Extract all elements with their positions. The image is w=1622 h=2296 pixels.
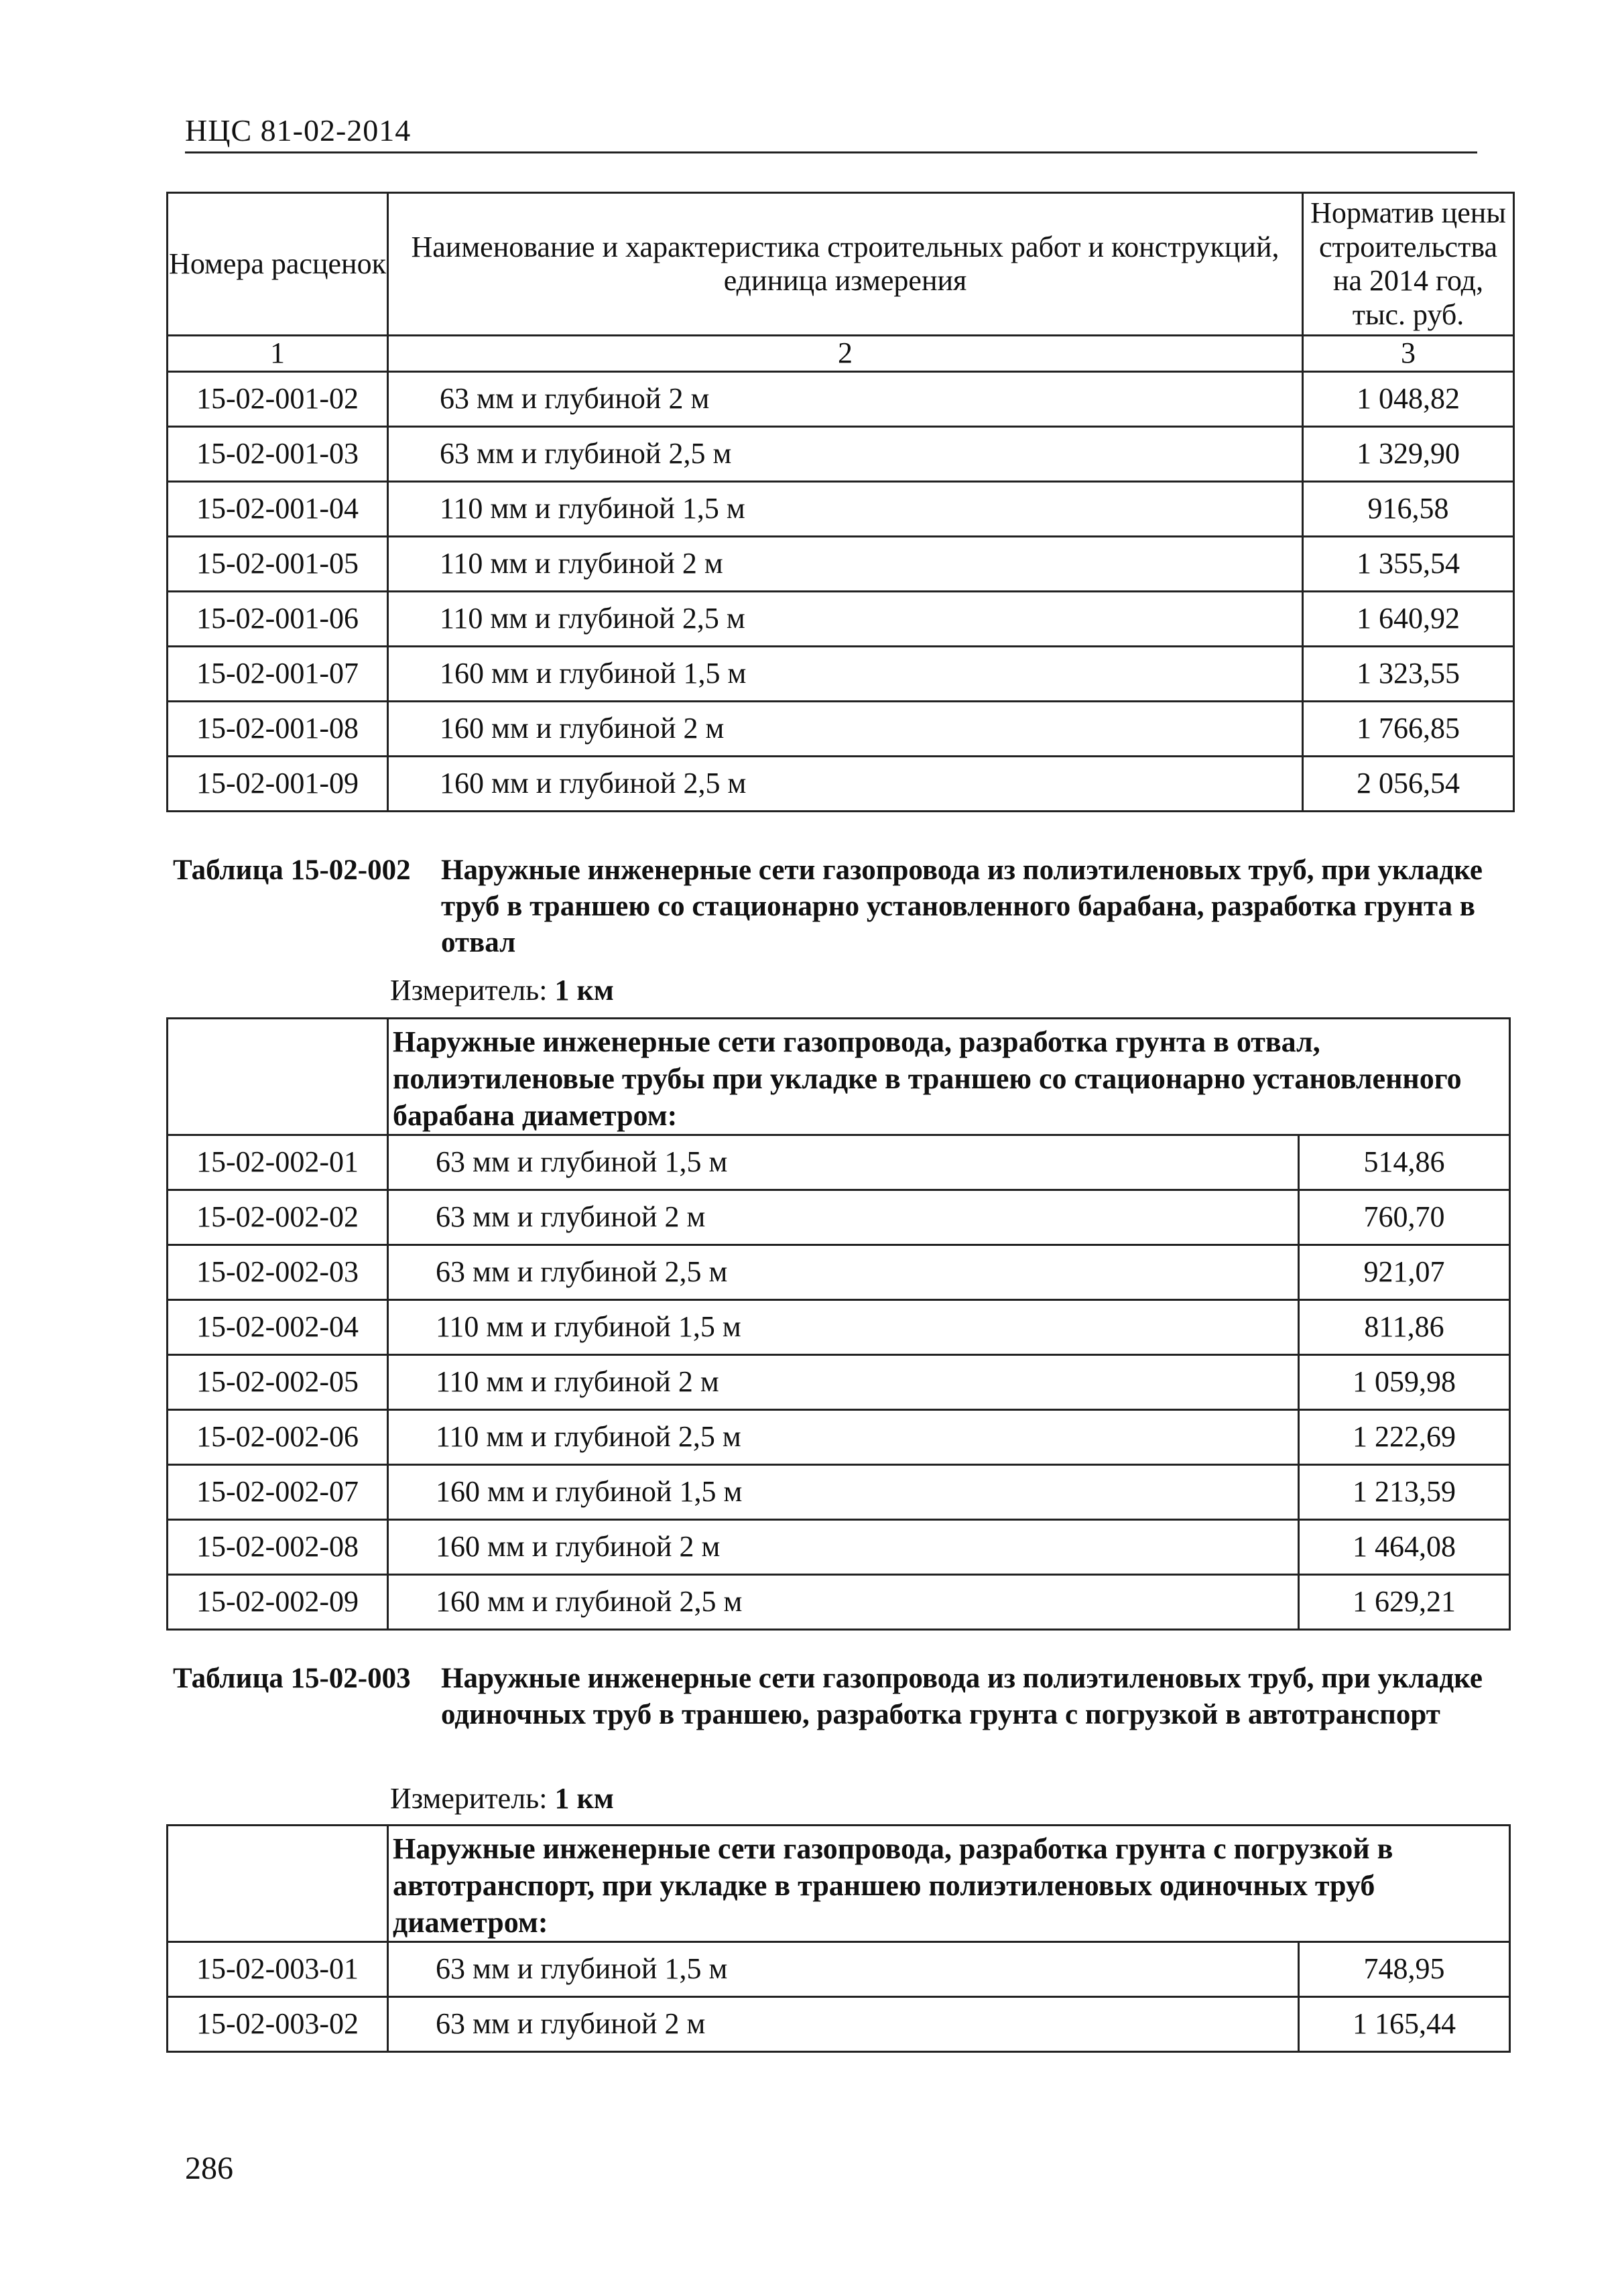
rate-code: 15-02-002-08 xyxy=(168,1520,388,1575)
unit-line-15-02-003 xyxy=(390,1781,614,1815)
rate-description: 63 мм и глубиной 2,5 м xyxy=(388,426,1303,481)
rate-description: 160 мм и глубиной 2,5 м xyxy=(388,756,1303,811)
col-index-1: 1 xyxy=(168,336,388,372)
table-row xyxy=(168,1942,1510,1997)
col-index-3: 3 xyxy=(1303,336,1514,372)
table-row xyxy=(168,1245,1510,1300)
table-span-header-row xyxy=(168,1826,1510,1942)
rate-price: 1 629,21 xyxy=(1299,1575,1510,1630)
col-header-price: Норматив цены строительства на 2014 год, тыс. руб. xyxy=(1303,193,1514,336)
rate-description: 110 мм и глубиной 1,5 м xyxy=(388,481,1303,536)
table-15-02-002 xyxy=(166,1017,1511,1631)
unit-value: 1 км xyxy=(554,974,614,1007)
rate-description: 63 мм и глубиной 2 м xyxy=(388,1997,1299,2052)
table-row xyxy=(168,1575,1510,1630)
table-row xyxy=(168,426,1514,481)
rate-description: 160 мм и глубиной 2 м xyxy=(388,701,1303,756)
table-row xyxy=(168,701,1514,756)
rate-description: 110 мм и глубиной 2,5 м xyxy=(388,1410,1299,1465)
rate-code: 15-02-001-02 xyxy=(168,371,388,426)
header-rule xyxy=(185,151,1477,153)
table-row xyxy=(168,756,1514,811)
table-span-header: Наружные инженерные сети газопровода, разработка грунта в отвал, полиэтиленовые трубы при укладке в траншею со стационарно установленного барабана диаметром: xyxy=(388,1019,1510,1135)
table-span-header: Наружные инженерные сети газопровода, разработка грунта с погрузкой в автотранспорт, при укладке в траншею полиэтиленовых одиночных труб диаметром: xyxy=(388,1826,1510,1942)
rate-code: 15-02-002-04 xyxy=(168,1300,388,1355)
rate-price: 514,86 xyxy=(1299,1135,1510,1190)
rate-description: 63 мм и глубиной 2,5 м xyxy=(388,1245,1299,1300)
rate-code: 15-02-002-01 xyxy=(168,1135,388,1190)
rate-price: 921,07 xyxy=(1299,1245,1510,1300)
rate-price: 1 329,90 xyxy=(1303,426,1514,481)
rate-code: 15-02-001-04 xyxy=(168,481,388,536)
rate-code: 15-02-003-01 xyxy=(168,1942,388,1997)
rate-description: 63 мм и глубиной 1,5 м xyxy=(388,1135,1299,1190)
rate-price: 1 766,85 xyxy=(1303,701,1514,756)
col-index-row xyxy=(168,336,1514,372)
table-header-row xyxy=(168,193,1514,336)
table-row xyxy=(168,536,1514,591)
rate-description: 160 мм и глубиной 2 м xyxy=(388,1520,1299,1575)
rate-code: 15-02-001-03 xyxy=(168,426,388,481)
rate-code: 15-02-001-05 xyxy=(168,536,388,591)
rate-description: 160 мм и глубиной 1,5 м xyxy=(388,1465,1299,1520)
table-caption-label: Таблица 15-02-002 xyxy=(173,854,411,886)
unit-line-15-02-002 xyxy=(390,973,614,1007)
rate-description: 160 мм и глубиной 2,5 м xyxy=(388,1575,1299,1630)
rate-code: 15-02-002-07 xyxy=(168,1465,388,1520)
rate-price: 811,86 xyxy=(1299,1300,1510,1355)
table-row xyxy=(168,646,1514,701)
table-row xyxy=(168,1190,1510,1245)
table-row xyxy=(168,1410,1510,1465)
empty-cell xyxy=(168,1826,388,1942)
rate-code: 15-02-002-02 xyxy=(168,1190,388,1245)
table-15-02-001 xyxy=(166,192,1515,812)
rate-description: 63 мм и глубиной 1,5 м xyxy=(388,1942,1299,1997)
rate-code: 15-02-002-05 xyxy=(168,1355,388,1410)
rate-code: 15-02-002-09 xyxy=(168,1575,388,1630)
rate-price: 1 640,92 xyxy=(1303,591,1514,646)
rate-description: 110 мм и глубиной 2 м xyxy=(388,1355,1299,1410)
col-index-2: 2 xyxy=(388,336,1303,372)
rate-price: 760,70 xyxy=(1299,1190,1510,1245)
rate-description: 63 мм и глубиной 2 м xyxy=(388,371,1303,426)
rate-price: 748,95 xyxy=(1299,1942,1510,1997)
rate-price: 1 464,08 xyxy=(1299,1520,1510,1575)
rate-price: 1 059,98 xyxy=(1299,1355,1510,1410)
rate-description: 63 мм и глубиной 2 м xyxy=(388,1190,1299,1245)
table-caption-15-02-002 xyxy=(173,852,1487,960)
rate-code: 15-02-002-03 xyxy=(168,1245,388,1300)
rate-code: 15-02-001-06 xyxy=(168,591,388,646)
page-number: 286 xyxy=(185,2151,233,2186)
rate-description: 110 мм и глубиной 1,5 м xyxy=(388,1300,1299,1355)
table-row xyxy=(168,1135,1510,1190)
table-row xyxy=(168,1465,1510,1520)
table-caption-label: Таблица 15-02-003 xyxy=(173,1663,411,1694)
rate-code: 15-02-001-07 xyxy=(168,646,388,701)
table-row xyxy=(168,371,1514,426)
rate-price: 916,58 xyxy=(1303,481,1514,536)
table-row xyxy=(168,1355,1510,1410)
table-row xyxy=(168,1520,1510,1575)
rate-code: 15-02-001-09 xyxy=(168,756,388,811)
rate-price: 1 222,69 xyxy=(1299,1410,1510,1465)
rate-price: 1 048,82 xyxy=(1303,371,1514,426)
col-header-number: Номера расценок xyxy=(168,193,388,336)
table-row xyxy=(168,1300,1510,1355)
table-caption-15-02-003 xyxy=(173,1661,1487,1733)
table-row xyxy=(168,481,1514,536)
rate-code: 15-02-003-02 xyxy=(168,1997,388,2052)
table-caption-text: Наружные инженерные сети газопровода из полиэтиленовых труб, при укладке труб в траншею со стационарно установленного барабана, разработка грунта в отвал xyxy=(441,854,1483,958)
table-15-02-003 xyxy=(166,1824,1511,2053)
rate-description: 110 мм и глубиной 2 м xyxy=(388,536,1303,591)
col-header-name: Наименование и характеристика строительных работ и конструкций, единица измерения xyxy=(388,193,1303,336)
empty-cell xyxy=(168,1019,388,1135)
rate-price: 1 355,54 xyxy=(1303,536,1514,591)
document-code: НЦС 81-02-2014 xyxy=(185,113,412,147)
rate-price: 2 056,54 xyxy=(1303,756,1514,811)
unit-label: Измеритель: xyxy=(390,974,548,1007)
rate-code: 15-02-001-08 xyxy=(168,701,388,756)
rate-code: 15-02-002-06 xyxy=(168,1410,388,1465)
rate-description: 110 мм и глубиной 2,5 м xyxy=(388,591,1303,646)
table-row xyxy=(168,591,1514,646)
table-span-header-row xyxy=(168,1019,1510,1135)
rate-price: 1 165,44 xyxy=(1299,1997,1510,2052)
rate-description: 160 мм и глубиной 1,5 м xyxy=(388,646,1303,701)
rate-price: 1 323,55 xyxy=(1303,646,1514,701)
unit-value: 1 км xyxy=(554,1782,614,1815)
table-row xyxy=(168,1997,1510,2052)
table-caption-text: Наружные инженерные сети газопровода из полиэтиленовых труб, при укладке одиночных труб в траншею, разработка грунта с погрузкой в автотранспорт xyxy=(441,1663,1483,1730)
unit-label: Измеритель: xyxy=(390,1782,548,1815)
rate-price: 1 213,59 xyxy=(1299,1465,1510,1520)
